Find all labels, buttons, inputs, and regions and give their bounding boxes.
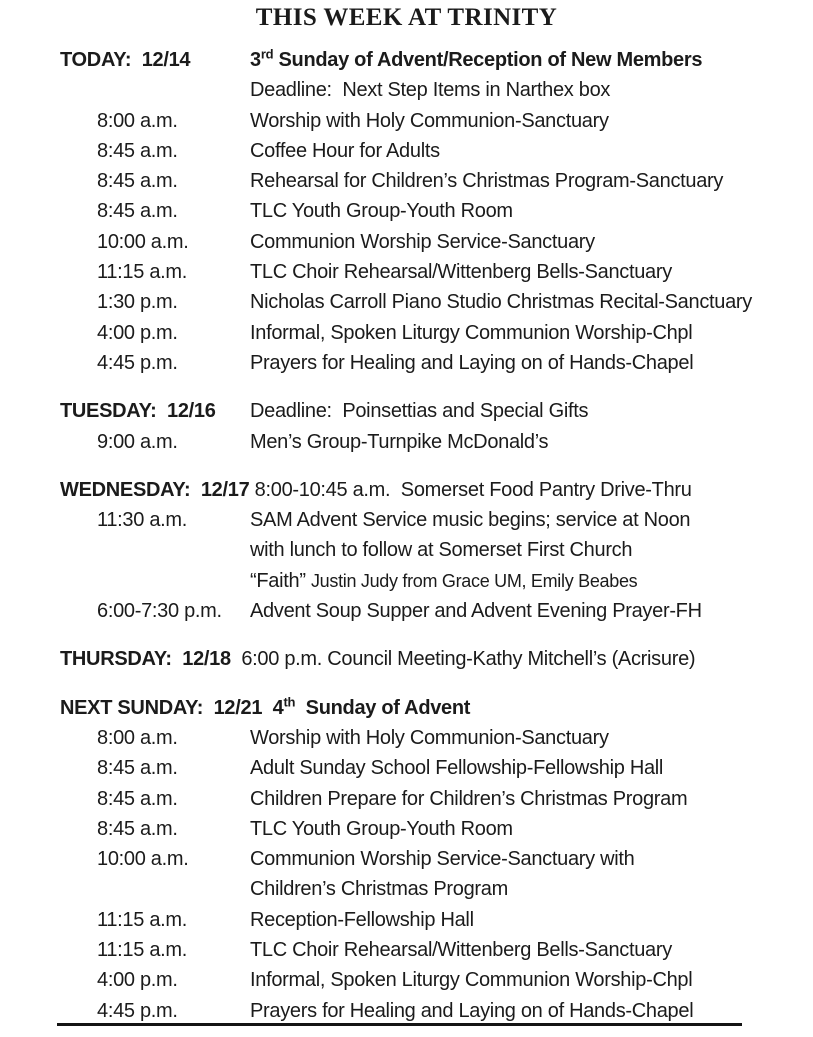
schedule-row xyxy=(60,45,803,75)
schedule-row xyxy=(60,844,803,874)
event-time xyxy=(60,535,250,565)
text-segment: TLC Choir Rehearsal/Wittenberg Bells-Sanctuary xyxy=(250,939,672,962)
text-segment: 3 xyxy=(250,49,261,71)
schedule-row xyxy=(60,535,803,565)
text-segment: TLC Youth Group-Youth Room xyxy=(250,817,513,840)
schedule-row xyxy=(60,427,803,457)
schedule-row xyxy=(60,257,803,287)
schedule-row xyxy=(60,965,803,995)
event-time: 9:00 a.m. xyxy=(97,430,178,453)
text-segment: 6:00 p.m. Council Meeting-Kathy Mitchell’s (Acrisure) xyxy=(230,648,696,671)
day-label: TODAY: 12/14 xyxy=(60,49,191,71)
schedule-row xyxy=(60,784,803,814)
schedule-row xyxy=(60,566,803,596)
event-time: 11:30 a.m. xyxy=(97,509,188,532)
schedule-row xyxy=(60,644,803,674)
text-segment: Deadline: Next Step Items in Narthex box xyxy=(250,79,611,102)
schedule-row xyxy=(60,693,803,723)
text-segment: Prayers for Healing and Laying on of Hands-Chapel xyxy=(250,351,694,374)
event-desc xyxy=(250,287,803,317)
text-segment: Worship with Holy Communion-Sanctuary xyxy=(250,726,609,749)
event-time: 8:45 a.m. xyxy=(97,787,178,810)
text-segment: Children Prepare for Children’s Christmas Program xyxy=(250,787,688,810)
event-desc xyxy=(250,935,803,965)
event-time: 8:45 a.m. xyxy=(97,139,178,162)
text-segment: Worship with Holy Communion-Sanctuary xyxy=(250,109,609,132)
event-time: 8:45 a.m. xyxy=(97,170,178,193)
text-segment: Prayers for Healing and Laying on of Hands-Chapel xyxy=(250,999,694,1022)
event-desc xyxy=(250,814,803,844)
event-time xyxy=(60,566,250,596)
event-desc xyxy=(250,136,803,166)
event-desc xyxy=(250,106,803,136)
event-desc xyxy=(250,257,803,287)
schedule-row xyxy=(60,396,803,426)
event-desc xyxy=(250,566,803,596)
schedule-row xyxy=(60,348,803,378)
schedule-row xyxy=(60,475,803,505)
event-desc xyxy=(250,596,803,626)
schedule-row xyxy=(60,136,803,166)
section-today xyxy=(60,45,803,378)
schedule-row xyxy=(60,196,803,226)
text-segment: Sunday of Advent/Reception of New Members xyxy=(273,49,703,71)
text-segment: Adult Sunday School Fellowship-Fellowship Hall xyxy=(250,757,664,780)
schedule-row xyxy=(60,753,803,783)
day-header-text xyxy=(60,479,692,501)
page-title: THIS WEEK AT TRINITY xyxy=(255,4,558,31)
day-label: TUESDAY: 12/16 xyxy=(60,400,216,423)
event-time: 4:00 p.m. xyxy=(97,321,178,344)
event-desc xyxy=(250,196,803,226)
event-time: 1:30 p.m. xyxy=(97,291,178,314)
event-time: 4:45 p.m. xyxy=(97,351,178,374)
event-desc xyxy=(250,396,803,426)
event-time: 8:00 a.m. xyxy=(97,109,178,132)
text-segment: NEXT SUNDAY: 12/21 4 xyxy=(60,696,284,719)
event-desc xyxy=(250,723,803,753)
event-desc xyxy=(250,996,803,1026)
schedule xyxy=(60,45,803,1026)
section-next-sunday xyxy=(60,693,803,1026)
text-segment: Justin Judy from Grace UM, Emily Beabes xyxy=(310,570,638,591)
event-time: 6:00-7:30 p.m. xyxy=(97,600,222,623)
text-segment: Informal, Spoken Liturgy Communion Worship-Chpl xyxy=(250,969,693,992)
text-segment: Informal, Spoken Liturgy Communion Worship-Chpl xyxy=(250,321,693,344)
event-desc xyxy=(250,844,803,874)
text-segment: TLC Youth Group-Youth Room xyxy=(250,200,513,223)
event-time: 10:00 a.m. xyxy=(97,848,189,871)
event-desc xyxy=(250,166,803,196)
text-segment: Deadline: Poinsettias and Special Gifts xyxy=(250,400,589,423)
event-desc xyxy=(250,318,803,348)
text-segment: Communion Worship Service-Sanctuary xyxy=(250,230,595,253)
event-desc xyxy=(250,427,803,457)
ordinal-suffix: rd xyxy=(260,46,274,62)
section-tuesday xyxy=(60,396,803,457)
event-desc xyxy=(250,348,803,378)
text-segment: Men’s Group-Turnpike McDonald’s xyxy=(250,430,549,453)
event-time xyxy=(60,874,250,904)
schedule-row xyxy=(60,318,803,348)
day-header-text xyxy=(60,648,695,670)
event-desc xyxy=(250,753,803,783)
schedule-row xyxy=(60,106,803,136)
event-desc xyxy=(250,45,803,75)
text-segment: WEDNESDAY: 12/17 xyxy=(60,478,250,501)
event-desc xyxy=(250,965,803,995)
event-time: 11:15 a.m. xyxy=(97,908,188,931)
text-segment: Sunday of Advent xyxy=(295,696,471,719)
text-segment: “Faith” xyxy=(250,569,311,592)
schedule-row xyxy=(60,996,803,1026)
text-segment: Advent Soup Supper and Advent Evening Prayer-FH xyxy=(250,600,702,623)
text-segment: Reception-Fellowship Hall xyxy=(250,908,474,931)
ordinal-suffix: th xyxy=(283,693,296,709)
text-segment: Coffee Hour for Adults xyxy=(250,139,440,162)
event-desc xyxy=(250,535,803,565)
event-desc xyxy=(250,874,803,904)
schedule-row xyxy=(60,905,803,935)
event-time: 8:45 a.m. xyxy=(97,817,178,840)
event-time: 8:45 a.m. xyxy=(97,757,178,780)
text-segment: Nicholas Carroll Piano Studio Christmas Recital-Sanctuary xyxy=(250,291,752,314)
text-segment: SAM Advent Service music begins; service at Noon xyxy=(250,509,691,532)
text-segment: Rehearsal for Children’s Christmas Program-Sanctuary xyxy=(250,170,724,193)
event-time: 10:00 a.m. xyxy=(97,230,189,253)
event-time: 4:45 p.m. xyxy=(97,999,178,1022)
schedule-row xyxy=(60,287,803,317)
text-segment: with lunch to follow at Somerset First Church xyxy=(250,539,633,562)
event-time: 8:45 a.m. xyxy=(97,200,178,223)
event-time: 8:00 a.m. xyxy=(97,726,178,749)
schedule-row xyxy=(60,227,803,257)
schedule-row xyxy=(60,166,803,196)
event-desc xyxy=(250,905,803,935)
schedule-row xyxy=(60,596,803,626)
event-time xyxy=(60,75,250,105)
section-wednesday xyxy=(60,475,803,626)
schedule-row xyxy=(60,75,803,105)
event-desc xyxy=(250,505,803,535)
schedule-row xyxy=(60,723,803,753)
schedule-row xyxy=(60,505,803,535)
text-segment: THURSDAY: 12/18 xyxy=(60,648,231,671)
text-segment: Communion Worship Service-Sanctuary with xyxy=(250,848,635,871)
schedule-row xyxy=(60,874,803,904)
event-time: 11:15 a.m. xyxy=(97,939,188,962)
text-segment: 8:00-10:45 a.m. Somerset Food Pantry Drive-Thru xyxy=(249,478,692,501)
event-time: 11:15 a.m. xyxy=(97,261,188,284)
text-segment: TLC Choir Rehearsal/Wittenberg Bells-Sanctuary xyxy=(250,261,672,284)
day-header-text xyxy=(60,693,471,719)
schedule-row xyxy=(60,935,803,965)
event-desc xyxy=(250,784,803,814)
event-desc xyxy=(250,227,803,257)
event-time: 4:00 p.m. xyxy=(97,969,178,992)
schedule-row xyxy=(60,814,803,844)
section-thursday xyxy=(60,644,803,674)
text-segment: Children’s Christmas Program xyxy=(250,878,508,901)
event-desc xyxy=(250,75,803,105)
